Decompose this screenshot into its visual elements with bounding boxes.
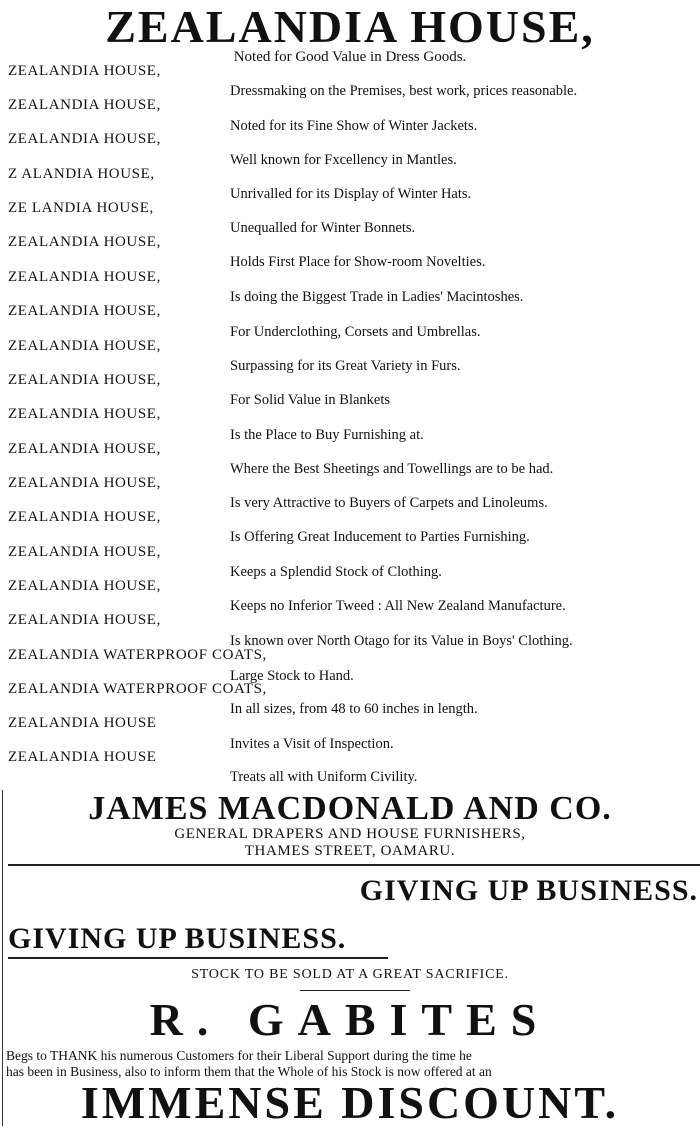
ad-title: ZEALANDIA HOUSE,: [105, 1, 595, 52]
ad-row-text: Keeps a Splendid Stock of Clothing.: [230, 564, 442, 580]
ad-row-text: Well known for Fxcellency in Mantles.: [230, 152, 457, 168]
ad-row-lead: ZE LANDIA HOUSE,: [8, 200, 154, 216]
ad-row-lead: ZEALANDIA HOUSE,: [8, 372, 161, 388]
ad-row-text: Dressmaking on the Premises, best work, prices reasonable.: [230, 83, 578, 99]
ad-row-text: For Underclothing, Corsets and Umbrellas.: [230, 324, 481, 340]
ad-row-lead: Z ALANDIA HOUSE,: [8, 166, 155, 182]
ad-row-text: Unrivalled for its Display of Winter Hats.: [230, 186, 472, 202]
ad-row-lead: ZEALANDIA HOUSE,: [8, 441, 161, 457]
ad-row-lead: ZEALANDIA HOUSE,: [8, 509, 161, 525]
ad-row-lead: ZEALANDIA WATERPROOF COATS,: [8, 647, 267, 663]
company-address: THAMES STREET, OAMARU.: [244, 843, 456, 859]
ad-row-lead: ZEALANDIA HOUSE,: [8, 475, 161, 491]
ad-row-text: Surpassing for its Great Variety in Furs.: [230, 358, 461, 374]
body-text-line-2: has been in Business, also to inform them that the Whole of his Stock is now offered at an: [6, 1064, 492, 1079]
ad-row-text: In all sizes, from 48 to 60 inches in length.: [230, 701, 478, 717]
stock-notice: STOCK TO BE SOLD AT A GREAT SACRIFICE.: [191, 967, 509, 982]
ad-row-text: Is the Place to Buy Furnishing at.: [230, 427, 424, 443]
merchant-name: R. GABITES: [149, 994, 551, 1045]
company-description: GENERAL DRAPERS AND HOUSE FURNISHERS,: [174, 826, 526, 842]
ad-row-lead: ZEALANDIA HOUSE,: [8, 234, 161, 250]
ad-row-text: Where the Best Sheetings and Towellings are to be had.: [230, 461, 554, 477]
ad-row-lead: ZEALANDIA HOUSE,: [8, 578, 161, 594]
ad-row-text: Is known over North Otago for its Value in Boys' Clothing.: [230, 633, 573, 649]
ad-row-lead: ZEALANDIA HOUSE,: [8, 97, 161, 113]
headline-underline: [8, 957, 388, 959]
discount-headline: IMMENSE DISCOUNT.: [80, 1077, 620, 1128]
ad-row-lead: ZEALANDIA WATERPROOF COATS,: [8, 681, 267, 697]
ad-row-lead: ZEALANDIA HOUSE: [8, 749, 157, 765]
company-name: JAMES MACDONALD AND CO.: [88, 790, 612, 827]
ad-row-lead: ZEALANDIA HOUSE,: [8, 303, 161, 319]
ad-row-lead: ZEALANDIA HOUSE,: [8, 63, 161, 79]
ad-subtitle: Noted for Good Value in Dress Goods.: [233, 49, 467, 65]
headline-right: GIVING UP BUSINESS.: [359, 874, 698, 907]
ad-row-lead: ZEALANDIA HOUSE,: [8, 612, 161, 628]
ad-row-text: Is Offering Great Inducement to Parties Furnishing.: [230, 529, 530, 545]
ad-row-lead: ZEALANDIA HOUSE,: [8, 269, 161, 285]
ad-row-lead: ZEALANDIA HOUSE,: [8, 406, 161, 422]
ad-row-text: Is doing the Biggest Trade in Ladies' Macintoshes.: [230, 289, 524, 305]
ad-row-text: Treats all with Uniform Civility.: [230, 769, 418, 785]
headline-left: GIVING UP BUSINESS.: [8, 922, 347, 955]
ad-row-text: Is very Attractive to Buyers of Carpets and Linoleums.: [230, 495, 548, 511]
ad-row-text: Large Stock to Hand.: [230, 668, 354, 684]
ad-row-lead: ZEALANDIA HOUSE,: [8, 131, 161, 147]
ad-row-lead: ZEALANDIA HOUSE,: [8, 544, 161, 560]
ad-row-text: Holds First Place for Show-room Novelties.: [230, 254, 486, 270]
ad-row-text: For Solid Value in Blankets: [230, 392, 391, 408]
ad-row-text: Keeps no Inferior Tweed : All New Zealand Manufacture.: [230, 598, 566, 614]
ad-row-lead: ZEALANDIA HOUSE,: [8, 338, 161, 354]
ad-row-text: Invites a Visit of Inspection.: [230, 736, 394, 752]
section-divider: [8, 864, 700, 866]
body-text-line-1: Begs to THANK his numerous Customers for their Liberal Support during the time he: [6, 1048, 472, 1063]
ad-row-lead: ZEALANDIA HOUSE: [8, 715, 157, 731]
ad-row-text: Noted for its Fine Show of Winter Jackets.: [230, 118, 478, 134]
stock-notice-underline: [300, 990, 410, 991]
ad-row-text: Unequalled for Winter Bonnets.: [230, 220, 416, 236]
